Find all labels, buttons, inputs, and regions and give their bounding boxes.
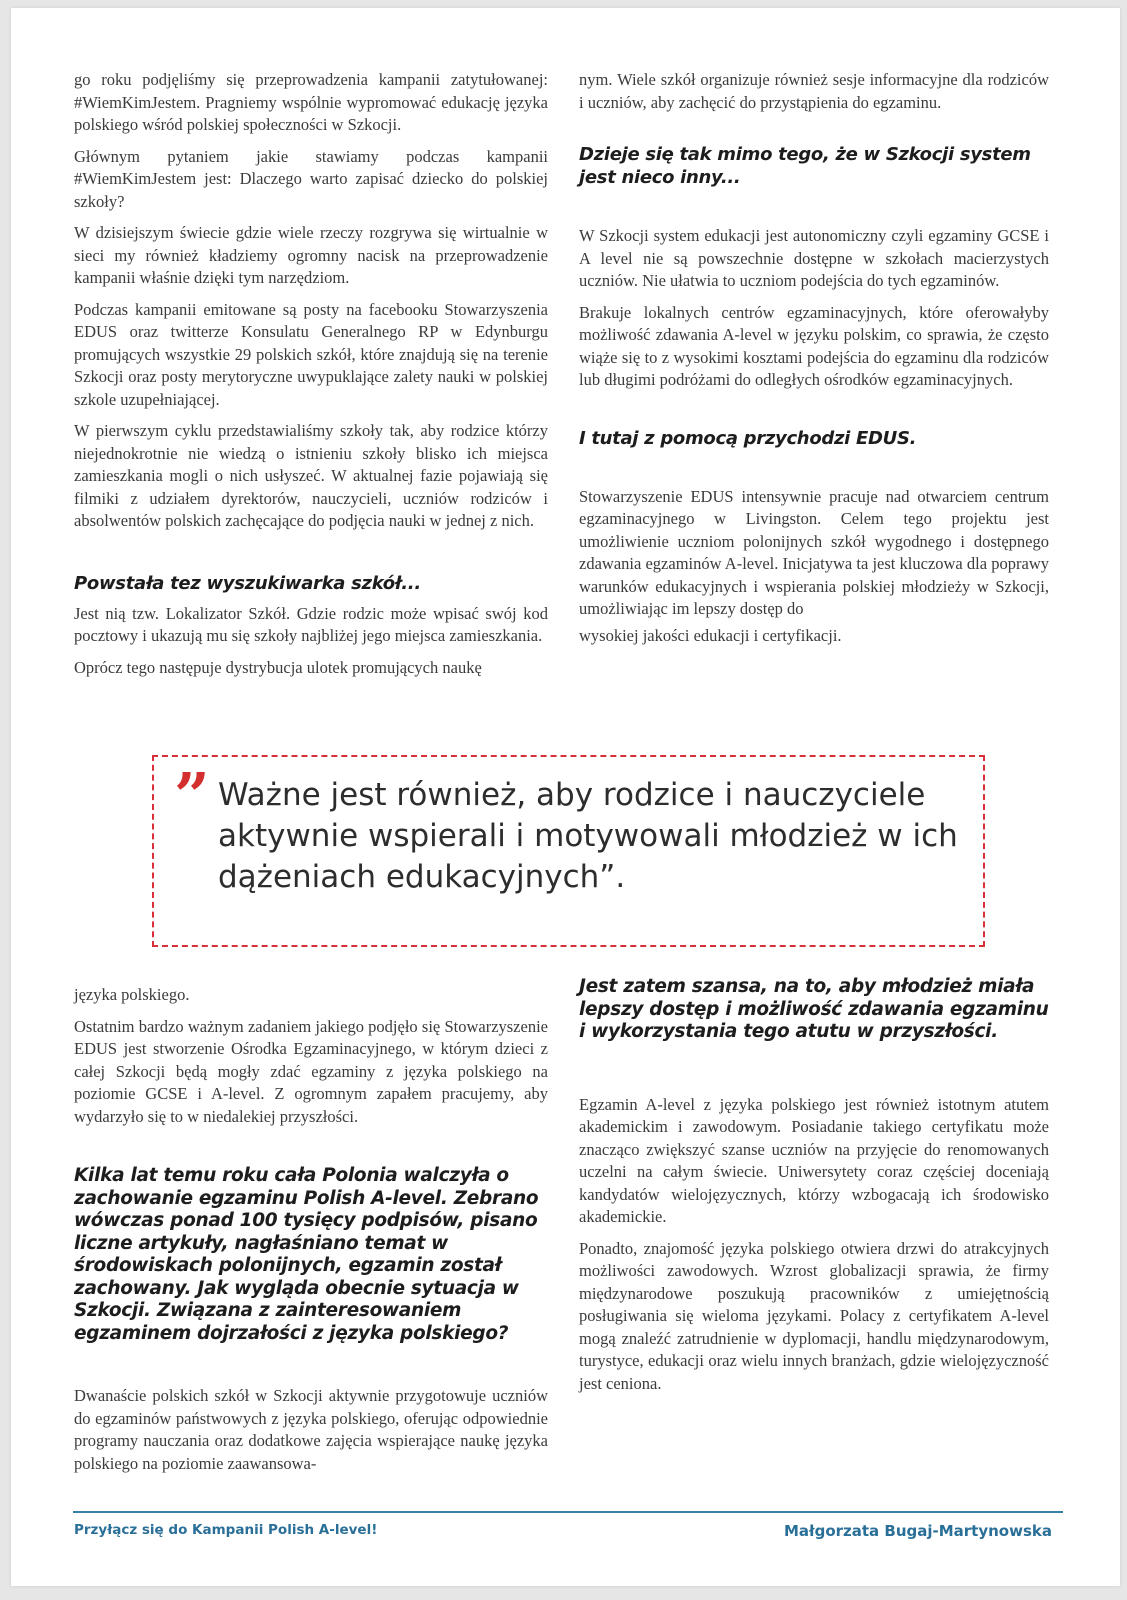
paragraph: Oprócz tego następuje dystrybucja ulotek promujących naukę (74, 657, 482, 677)
left-column-top (74, 69, 548, 688)
paragraph: Ponadto, znajomość języka polskiego otwiera drzwi do atrakcyjnych możliwości zawodowych. Wzrost globalizacji sprawia, że firmy międzynarodowe poszukują pracowników z umiejętnością posługiwania się wieloma językami. Polacy z certyfikatem A-level mogą znaleźć zatrudnienie w dyplomacji, handlu międzynarodowym, turystyce, edukacji oraz wielu innych branżach, gdzie wielojęzyczność jest ceniona. (579, 1238, 1049, 1393)
pull-quote-box (152, 755, 985, 947)
paragraph: go roku podjęliśmy się przeprowadzenia kampanii zatytułowanej: #WiemKimJestem. Pragniemy wspólnie wypromować edukację języka polskiego wśród polskiej społeczności w Szkocji. (74, 70, 548, 134)
paragraph: wysokiej jakości edukacji i certyfikacji. (579, 625, 842, 645)
paragraph: Brakuje lokalnych centrów egzaminacyjnych, które oferowałyby możliwość zdawania A-level w języku polskim, co sprawia, że często wiąże się to z wysokimi kosztami podejścia do egzaminu dla rodziców lub długimi podróżami do odległych ośrodków egzaminacyjnych. (579, 302, 1049, 389)
left-column-bottom (74, 984, 548, 1484)
paragraph: języka polskiego. (74, 985, 190, 1004)
paragraph: nym. Wiele szkół organizuje również sesje informacyjne dla rodziców i uczniów, aby zachęcić do przystąpienia do egzaminu. (579, 70, 1049, 112)
paragraph: W pierwszym cyklu przedstawialiśmy szkoły tak, aby rodzice którzy niejednokrotnie nie wiedzą o istnieniu szkoły blisko ich miejsca zamieszkania mogli o nich usłyszeć. W aktualnej fazie pojawiają się filmiki z udziałem dyrektorów, nauczycieli, uczniów rodziców i absolwentów polskich zachęcające do podjęcia nauki w jednej z nich. (74, 421, 548, 530)
article-page (11, 8, 1120, 1586)
paragraph: Jest nią tzw. Lokalizator Szkół. Gdzie rodzic może wpisać swój kod pocztowy i ukazują mu się szkoły najbliżej jego miejsca zamieszkania. (74, 603, 548, 645)
section-heading: Dzieje się tak mimo tego, że w Szkocji system jest nieco inny... (579, 144, 1031, 188)
right-column-top (579, 69, 1049, 656)
paragraph: W Szkocji system edukacji jest autonomiczny czyli egzaminy GCSE i A level nie są powszechnie dostępne w szkołach macierzystych uczniów. Nie ułatwia to uczniom podejścia do tych egzaminów. (579, 226, 1049, 290)
quote-mark-icon: ” (174, 759, 210, 832)
paragraph: Dwanaście polskich szkół w Szkocji aktywnie przygotowuje uczniów do egzaminów państwowych z języka polskiego, oferując odpowiednie programy nauczania oraz dodatkowe zajęcia wspierające naukę języka polskiego na poziomie zaawansowa- (74, 1386, 548, 1473)
section-heading: Jest zatem szansa, na to, aby młodzież miała lepszy dostęp i możliwość zdawania egzaminu i wykorzystania tego atutu w przyszłości. (579, 976, 1049, 1042)
section-heading: Powstała tez wyszukiwarka szkół... (74, 572, 421, 594)
section-heading: I tutaj z pomocą przychodzi EDUS. (579, 427, 917, 449)
section-heading: Kilka lat temu roku cała Polonia walczyła o zachowanie egzaminu Polish A-level. Zebrano wówczas ponad 100 tysięcy podpisów, pisano liczne artykuły, nagłaśniano temat w środowiskach polonijnych, egzamin został zachowany. Jak wygląda obecnie sytuacja w Szkocji. Związana z zainteresowaniem egzaminem dojrzałości z języka polskiego? (74, 1165, 539, 1344)
footer-campaign-label: Przyłącz się do Kampanii Polish A-level! (74, 1522, 378, 1538)
paragraph: Egzamin A-level z języka polskiego jest również istotnym atutem akademickim i zawodowym. Posiadanie takiego certyfikatu może znacząco zwiększyć szanse uczniów na przyjęcie do renomowanych uczelni na całym świecie. Uniwersytety coraz częściej doceniają kandydatów wielojęzycznych, którzy wzbogacają ich środowisko akademickie. (579, 1094, 1049, 1226)
footer-divider (73, 1511, 1063, 1513)
paragraph: W dzisiejszym świecie gdzie wiele rzeczy rozgrywa się wirtualnie w sieci my również kładziemy ogromny nacisk na przeprowadzenie kampanii właśnie dzięki tym narzędziom. (74, 223, 548, 287)
right-column-bottom (579, 976, 1049, 1404)
pull-quote-text: Ważne jest również, aby rodzice i nauczyciele aktywnie wspierali i motywowali młodzież w ich dążeniach edukacyjnych”. (218, 777, 958, 895)
paragraph: Ostatnim bardzo ważnym zadaniem jakiego podjęło się Stowarzyszenie EDUS jest stworzenie Ośrodka Egzaminacyjnego, w którym dzieci z całej Szkocji będą mogły zdać egzaminy z języka polskiego na poziomie GCSE i A-level. Z ogromnym zapałem pracujemy, aby wydarzyło się to w niedalekiej przyszłości. (74, 1016, 548, 1126)
paragraph: Stowarzyszenie EDUS intensywnie pracuje nad otwarciem centrum egzaminacyjnego w Livingston. Celem tego projektu jest umożliwienie uczniom polonijnych szkół wygodnego i dostępnego zdawania egzaminów A-level. Inicjatywa ta jest kluczowa dla poprawy warunków edukacyjnych i wspierania polskiej młodzieży w Szkocji, umożliwiając im lepszy dostęp do (579, 486, 1049, 618)
paragraph: Głównym pytaniem jakie stawiamy podczas kampanii #WiemKimJestem jest: Dlaczego warto zapisać dziecko do polskiej szkoły? (74, 146, 548, 211)
paragraph: Podczas kampanii emitowane są posty na facebooku Stowarzyszenia EDUS oraz twitterze Konsulatu Generalnego RP w Edynburgu promujących wszystkie 29 polskich szkół, które znajdują się na terenie Szkocji oraz posty merytoryczne uwypuklające zalety nauki w polskiej szkole uzupełniającej. (74, 299, 548, 409)
footer-author: Małgorzata Bugaj-Martynowska (783, 1522, 1052, 1540)
